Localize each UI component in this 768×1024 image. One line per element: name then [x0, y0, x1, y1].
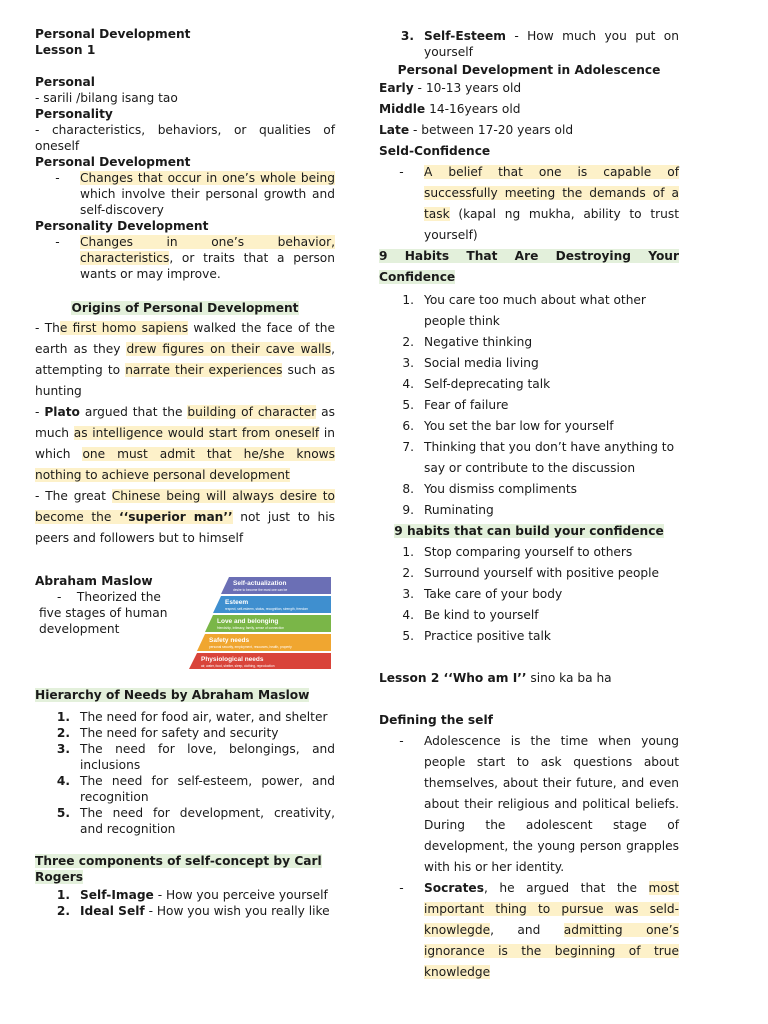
list-number: 3. [402, 356, 414, 370]
list-text: The need for development, creativity, and recognition [80, 806, 335, 836]
plato-name: Plato [44, 405, 80, 419]
left-column [35, 26, 335, 919]
term-personality-development: Personality Development [35, 219, 209, 233]
pyramid-label: Safety needs [209, 637, 250, 644]
body-text: - The great [35, 489, 112, 503]
destroying-list [379, 290, 679, 521]
pyramid-label: Self-actualization [233, 580, 287, 587]
pyramid-label: Love and belonging [217, 618, 279, 625]
list-item [35, 887, 335, 903]
body-text: which involve their personal growth and self-discovery [80, 187, 335, 217]
list-text: Take care of your body [424, 587, 563, 601]
list-item [35, 773, 335, 805]
list-text: Self-deprecating talk [424, 377, 551, 391]
list-item [35, 709, 335, 725]
highlight-text: one must admit that he/she knows nothing to achieve personal development [35, 447, 335, 482]
list-text: Be kind to yourself [424, 608, 539, 622]
list-number: 1. [402, 545, 414, 559]
pyramid-desc: personal security, employment, resources, health, property [209, 645, 292, 649]
list-number: 4. [56, 774, 70, 788]
list-number: 5. [56, 806, 70, 820]
origins-paragraph-1 [35, 318, 335, 402]
body-text: (kapal ng mukha, ability to trust yourself) [424, 207, 679, 242]
list-item [379, 584, 679, 605]
list-text: Thinking that you don’t have anything to say or contribute to the discussion [424, 440, 675, 475]
body-text: , or traits that a person wants or may improve. [80, 251, 335, 281]
stage-middle [379, 99, 679, 120]
stage-early [379, 78, 679, 99]
lesson-2-subtitle: sino ka ba ha [526, 671, 612, 685]
list-text: - How you wish you really like [144, 904, 330, 918]
defining-paragraph-1 [379, 731, 679, 878]
list-item [35, 725, 335, 741]
maslow-pyramid-figure [189, 577, 331, 669]
list-item [379, 500, 679, 521]
stage-text: 14-16years old [425, 102, 521, 116]
maslow-block [35, 573, 185, 637]
origins-paragraph-3 [35, 486, 335, 549]
list-text: You dismiss compliments [424, 482, 577, 496]
def-personality: - characteristics, behaviors, or qualities of oneself [35, 123, 335, 153]
body-text: in which [35, 426, 335, 461]
right-column [379, 28, 679, 983]
rogers-heading-text: Three components of self-concept by Carl Rogers [35, 854, 322, 884]
term-personality: Personality [35, 107, 113, 121]
list-text: Ruminating [424, 503, 494, 517]
list-number: 5. [402, 398, 414, 412]
list-number: 2. [56, 726, 70, 740]
defining-paragraph-2 [379, 878, 679, 983]
list-text: Practice positive talk [424, 629, 551, 643]
pyramid-desc: friendship, intimacy, family, sense of connection [217, 626, 285, 630]
list-term: Self-Esteem [424, 29, 507, 43]
maslow-desc-line1 [35, 589, 185, 605]
list-item [379, 437, 679, 479]
list-number: 9. [402, 503, 414, 517]
list-item [379, 332, 679, 353]
list-number: 2. [402, 566, 414, 580]
origins-heading [35, 300, 335, 316]
body-text: argued that the [79, 405, 188, 419]
list-text: You set the bar low for yourself [424, 419, 614, 433]
list-dash: - [55, 235, 60, 249]
list-term: Self-Image [80, 888, 154, 902]
list-number: 5. [402, 629, 414, 643]
rogers-heading [35, 853, 335, 885]
maslow-desc-line2: five stages of human development [39, 606, 168, 636]
highlight-text: e first homo sapiens [59, 321, 189, 335]
adolescence-heading: Personal Development in Adolescence [397, 63, 661, 77]
list-text: You care too much about what other people think [424, 293, 646, 328]
body-text: - Th [35, 321, 60, 335]
list-dash: - [399, 165, 404, 179]
stage-text: - between 17-20 years old [409, 123, 574, 137]
lesson-2-bold: Lesson 2 ‘‘Who am I’’ [379, 671, 527, 685]
body-text: as much [35, 405, 335, 440]
list-number: 3. [56, 742, 70, 756]
hierarchy-heading [35, 687, 335, 703]
list-item [379, 290, 679, 332]
pyramid-desc: desire to become the most one can be [233, 588, 288, 592]
list-text: - How you perceive yourself [153, 888, 328, 902]
list-number: 2. [56, 904, 70, 918]
list-number: 2. [402, 335, 414, 349]
list-item [379, 395, 679, 416]
highlight-text: drew figures on their cave walls [126, 342, 332, 356]
list-text: Surround yourself with positive people [424, 566, 660, 580]
list-item [35, 741, 335, 773]
highlight-text: Changes in one’s behavior, characteristics [80, 235, 335, 265]
list-number: 8. [402, 482, 414, 496]
list-number: 7. [402, 440, 414, 454]
list-item [379, 28, 679, 60]
document-title: Personal Development [35, 27, 191, 41]
rogers-list [35, 887, 335, 919]
def-self-confidence [379, 162, 679, 246]
defining-heading: Defining the self [379, 713, 493, 727]
body-text: Theorized the [76, 590, 161, 604]
hierarchy-heading-text: Hierarchy of Needs by Abraham Maslow [35, 688, 310, 702]
list-dash: - [55, 171, 60, 185]
body-text: Adolescence is the time when young people start to ask questions about themselves, about their future, and even about their religious and political beliefs. During the adolescent stage of development, the young person grapples with his or her identity. [424, 734, 679, 874]
rogers-list-continued [379, 28, 679, 60]
building-list [379, 542, 679, 647]
list-item [379, 479, 679, 500]
term-self-confidence: Seld-Confidence [379, 144, 491, 158]
building-heading-text: 9 habits that can build your confidence [394, 524, 664, 538]
lesson-2-title [379, 668, 679, 689]
pyramid-desc: respect, self-esteem, status, recognition, strength, freedom [225, 607, 309, 611]
list-item [379, 416, 679, 437]
list-item [379, 353, 679, 374]
list-dash: - [399, 881, 404, 895]
socrates-name: Socrates [424, 881, 484, 895]
hierarchy-list [35, 709, 335, 837]
list-number: 3. [400, 29, 414, 43]
list-text: - How much you put on yourself [424, 29, 679, 59]
stage-term: Early [379, 81, 414, 95]
highlight-text: Chinese being will always desire to become the [35, 489, 335, 524]
destroying-heading-text: 9 Habits That Are Destroying Your Confidence [379, 249, 679, 284]
term-personal-development: Personal Development [35, 155, 191, 169]
stage-term: Middle [379, 102, 426, 116]
highlight-text: building of character [187, 405, 317, 419]
body-text: not just to his peers and followers but to himself [35, 510, 336, 545]
body-text: such as hunting [35, 363, 335, 398]
list-text: The need for love, belongings, and inclusions [80, 742, 335, 772]
body-text: , he argued that the [483, 881, 649, 895]
list-item [379, 626, 679, 647]
maslow-name: Abraham Maslow [35, 574, 153, 588]
list-item [379, 605, 679, 626]
list-text: Social media living [424, 356, 539, 370]
list-item [35, 903, 335, 919]
origins-paragraph-2 [35, 402, 335, 486]
list-number: 4. [402, 377, 414, 391]
stage-term: Late [379, 123, 410, 137]
highlight-text: ‘‘superior man’’ [119, 510, 233, 524]
stage-late [379, 120, 679, 141]
list-item [379, 374, 679, 395]
pyramid-label: Esteem [225, 599, 249, 606]
destroying-heading [379, 246, 679, 288]
body-text: walked the face of the earth as they [35, 321, 335, 356]
body-text: , and [490, 923, 564, 937]
list-dash: - [399, 734, 404, 748]
list-number: 1. [56, 710, 70, 724]
lesson-label: Lesson 1 [35, 43, 96, 57]
list-text: The need for food air, water, and shelter [80, 710, 328, 724]
highlight-text: narrate their experiences [125, 363, 283, 377]
list-number: 3. [402, 587, 414, 601]
list-term: Ideal Self [80, 904, 145, 918]
list-dash: - [57, 590, 62, 604]
term-personal: Personal [35, 75, 95, 89]
list-number: 1. [402, 293, 414, 307]
list-item [379, 563, 679, 584]
building-heading [379, 521, 679, 542]
list-text: The need for safety and security [80, 726, 279, 740]
highlight-text: A belief that one is capable of successfully meeting the demands of a task [424, 165, 679, 221]
pyramid-label: Physiological needs [201, 656, 264, 663]
def-personal-development [35, 170, 335, 218]
list-item [379, 542, 679, 563]
body-text: , attempting to [35, 342, 335, 377]
list-number: 6. [402, 419, 414, 433]
list-number: 1. [56, 888, 70, 902]
pyramid-desc: air, water, food, shelter, sleep, clothing, reproduction [201, 664, 275, 668]
body-text: - [35, 405, 45, 419]
stage-text: - 10-13 years old [413, 81, 522, 95]
list-number: 4. [402, 608, 414, 622]
highlight-text: Changes that occur in one’s whole being [80, 171, 335, 185]
list-text: Stop comparing yourself to others [424, 545, 633, 559]
def-personality-development [35, 234, 335, 282]
highlight-text: as intelligence would start from oneself [73, 426, 320, 440]
def-personal: - sarili /bilang isang tao [35, 91, 178, 105]
list-text: Negative thinking [424, 335, 533, 349]
list-text: The need for self-esteem, power, and recognition [80, 774, 335, 804]
highlight-text: most important thing to pursue was seld-knowlegde [424, 881, 679, 937]
list-item [35, 805, 335, 837]
highlight-text: admitting one’s ignorance is the beginning of true knowledge [424, 923, 679, 979]
origins-heading-text: Origins of Personal Development [71, 301, 299, 315]
list-text: Fear of failure [424, 398, 509, 412]
